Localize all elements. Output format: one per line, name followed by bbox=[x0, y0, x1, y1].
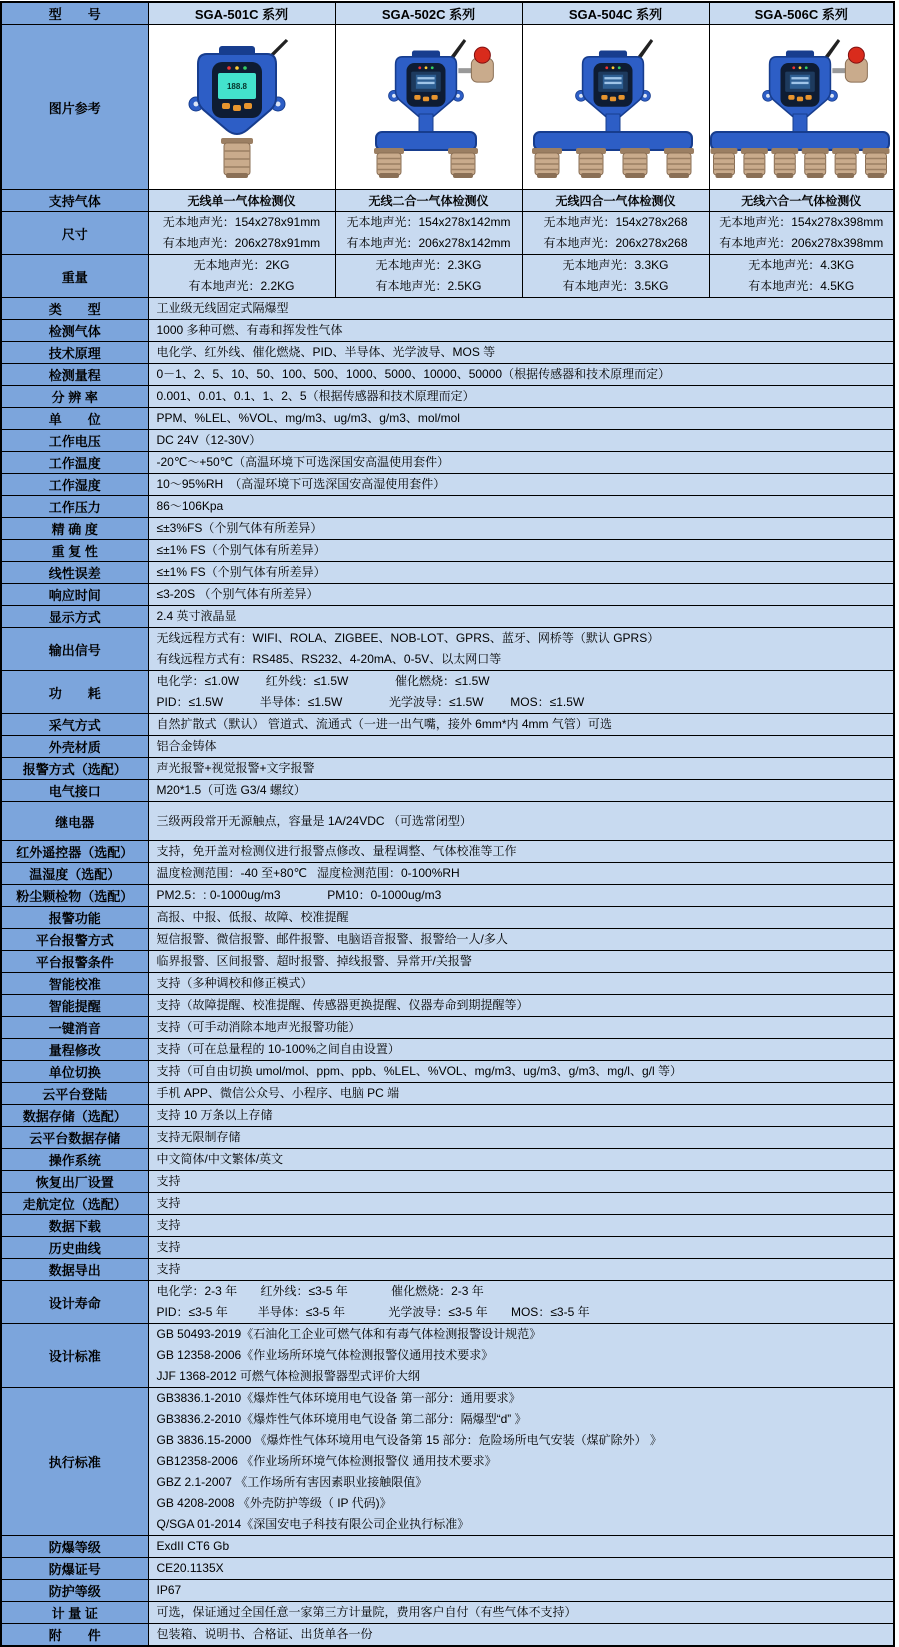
spec-row bbox=[1, 1215, 894, 1237]
spec-value-line: JJF 1368-2012 可燃气体检测报警器型式评价大纲 bbox=[156, 1369, 420, 1383]
spec-row-value bbox=[148, 1281, 894, 1324]
size-line: 有本地声光：206x278x142mm bbox=[346, 236, 511, 250]
spec-row-label: 量程修改 bbox=[1, 1039, 148, 1061]
spec-row-value bbox=[148, 474, 894, 496]
spec-row bbox=[1, 973, 894, 995]
header-model-label: 型 号 bbox=[1, 2, 148, 25]
spec-value-line: GB3836.2-2010《爆炸性气体环境用电气设备 第二部分：隔爆型“d” 》 bbox=[156, 1412, 527, 1426]
spec-row-value bbox=[148, 628, 894, 671]
spec-row-value bbox=[148, 758, 894, 780]
spec-row bbox=[1, 736, 894, 758]
spec-row-value bbox=[148, 973, 894, 995]
spec-row-label: 显示方式 bbox=[1, 606, 148, 628]
spec-row-value bbox=[148, 736, 894, 758]
spec-row-label: 红外遥控器（选配） bbox=[1, 841, 148, 863]
spec-row bbox=[1, 430, 894, 452]
size-label: 尺寸 bbox=[1, 212, 148, 255]
spec-row bbox=[1, 841, 894, 863]
spec-row bbox=[1, 995, 894, 1017]
spec-row-value bbox=[148, 1388, 894, 1536]
spec-value-line: ≤3-20S （个别气体有所差异） bbox=[156, 587, 319, 601]
spec-row bbox=[1, 298, 894, 320]
spec-row-value bbox=[148, 430, 894, 452]
spec-row-value bbox=[148, 780, 894, 802]
support-gas-value: 无线单一气体检测仪 bbox=[148, 190, 335, 212]
spec-row-value bbox=[148, 671, 894, 714]
spec-value-line: CE20.1135X bbox=[156, 1561, 224, 1575]
spec-row bbox=[1, 452, 894, 474]
spec-row bbox=[1, 1624, 894, 1647]
spec-row-value bbox=[148, 1083, 894, 1105]
spec-row-value bbox=[148, 863, 894, 885]
spec-row-label: 功 耗 bbox=[1, 671, 148, 714]
spec-row bbox=[1, 1602, 894, 1624]
spec-row-label: 外壳材质 bbox=[1, 736, 148, 758]
spec-row bbox=[1, 1149, 894, 1171]
spec-rows-body bbox=[1, 298, 894, 1647]
spec-row-value bbox=[148, 342, 894, 364]
spec-row-label: 分 辨 率 bbox=[1, 386, 148, 408]
spec-row-label: 采气方式 bbox=[1, 714, 148, 736]
spec-row bbox=[1, 474, 894, 496]
spec-value-line: 有线远程方式有：RS485、RS232、4-20mA、0-5V、以太网口等 bbox=[156, 652, 502, 666]
spec-row-value bbox=[148, 1237, 894, 1259]
spec-row-value bbox=[148, 907, 894, 929]
weight-line: 有本地声光：2.2KG bbox=[188, 279, 295, 293]
spec-row-label: 工作湿度 bbox=[1, 474, 148, 496]
spec-row-label: 防爆证号 bbox=[1, 1558, 148, 1580]
spec-value-line: PID：≤3-5 年 半导体：≤3-5 年 光学波导：≤3-5 年 MOS：≤3-5 年 bbox=[156, 1305, 590, 1319]
spec-row-label: 平台报警条件 bbox=[1, 951, 148, 973]
spec-value-line: 1000 多种可燃、有毒和挥发性气体 bbox=[156, 323, 343, 337]
weight-value bbox=[522, 255, 709, 298]
spec-row bbox=[1, 562, 894, 584]
spec-row bbox=[1, 1017, 894, 1039]
spec-value-line: GB 50493-2019《石油化工企业可燃气体和有毒气体检测报警设计规范》 bbox=[156, 1327, 542, 1341]
spec-row-label: 设计标准 bbox=[1, 1324, 148, 1388]
spec-row-value bbox=[148, 518, 894, 540]
spec-value-line: 可选，保证通过全国任意一家第三方计量院，费用客户自付（有些气体不支持） bbox=[156, 1605, 577, 1619]
device-image bbox=[522, 25, 709, 190]
spec-row bbox=[1, 907, 894, 929]
spec-value-line: 支持（可自由切换 umol/mol、ppm、ppb、%LEL、%VOL、mg/m3、ug/m3、g/m3、mg/l、g/l 等） bbox=[156, 1064, 682, 1078]
model-name-sga-502c: SGA-502C 系列 bbox=[335, 2, 522, 25]
weight-line: 有本地声光：4.5KG bbox=[748, 279, 855, 293]
spec-row-label: 报警方式（选配） bbox=[1, 758, 148, 780]
spec-value-line: GB 3836.15-2000 《爆炸性气体环境用电气设备第 15 部分：危险场所电气安装（煤矿除外） 》 bbox=[156, 1433, 662, 1447]
model-name-sga-504c: SGA-504C 系列 bbox=[522, 2, 709, 25]
svg-text:188.8: 188.8 bbox=[226, 82, 248, 91]
spec-row-value bbox=[148, 540, 894, 562]
size-line: 无本地声光：154x278x268 bbox=[543, 215, 688, 229]
spec-row-value bbox=[148, 1193, 894, 1215]
spec-row-value bbox=[148, 606, 894, 628]
spec-row-label: 数据导出 bbox=[1, 1259, 148, 1281]
spec-value-line: GB 12358-2006《作业场所环境气体检测报警仪通用技术要求》 bbox=[156, 1348, 494, 1362]
spec-row-label: 数据存储（选配） bbox=[1, 1105, 148, 1127]
spec-value-line: 支持 bbox=[156, 1174, 181, 1188]
spec-value-line: 2.4 英寸液晶显 bbox=[156, 609, 237, 623]
spec-row-label: 类 型 bbox=[1, 298, 148, 320]
spec-row-label: 粉尘颗检物（选配） bbox=[1, 885, 148, 907]
spec-row-label: 工作温度 bbox=[1, 452, 148, 474]
spec-row-label: 走航定位（选配） bbox=[1, 1193, 148, 1215]
spec-value-line: 高报、中报、低报、故障、校准提醒 bbox=[156, 910, 349, 924]
spec-row-value bbox=[148, 1580, 894, 1602]
spec-row bbox=[1, 386, 894, 408]
spec-row-value bbox=[148, 1624, 894, 1647]
spec-row-label: 响应时间 bbox=[1, 584, 148, 606]
spec-value-line: GB12358-2006 《作业场所环境气体检测报警仪 通用技术要求》 bbox=[156, 1454, 497, 1468]
spec-value-line: 短信报警、微信报警、邮件报警、电脑语音报警、报警给一人/多人 bbox=[156, 932, 508, 946]
spec-row bbox=[1, 320, 894, 342]
spec-row bbox=[1, 628, 894, 671]
spec-row bbox=[1, 496, 894, 518]
spec-row-label: 报警功能 bbox=[1, 907, 148, 929]
spec-row-value bbox=[148, 951, 894, 973]
device-illustration bbox=[336, 32, 521, 182]
spec-row-value bbox=[148, 1061, 894, 1083]
spec-row-label: 恢复出厂设置 bbox=[1, 1171, 148, 1193]
spec-value-line: ≤±1% FS（个别气体有所差异） bbox=[156, 543, 326, 557]
spec-row-label: 一键消音 bbox=[1, 1017, 148, 1039]
spec-row bbox=[1, 1324, 894, 1388]
spec-row-value bbox=[148, 1105, 894, 1127]
spec-row-label: 操作系统 bbox=[1, 1149, 148, 1171]
size-line: 有本地声光：206x278x268 bbox=[543, 236, 688, 250]
spec-row-label: 执行标准 bbox=[1, 1388, 148, 1536]
support-gas-value: 无线六合一气体检测仪 bbox=[709, 190, 894, 212]
spec-row bbox=[1, 758, 894, 780]
spec-row bbox=[1, 1193, 894, 1215]
device-illustration bbox=[149, 32, 334, 182]
spec-row-value bbox=[148, 1324, 894, 1388]
spec-row bbox=[1, 584, 894, 606]
spec-value-line: 无线远程方式有：WIFI、ROLA、ZIGBEE、NOB-LOT、GPRS、蓝牙、网桥等（默认 GPRS） bbox=[156, 631, 660, 645]
spec-value-line: DC 24V（12-30V） bbox=[156, 433, 262, 447]
spec-value-line: 支持（可在总量程的 10-100%之间自由设置） bbox=[156, 1042, 400, 1056]
weight-label: 重量 bbox=[1, 255, 148, 298]
spec-value-line: 0－1、2、5、10、50、100、500、1000、5000、10000、50000（根据传感器和技术原理而定） bbox=[156, 367, 671, 381]
spec-row-label: 继电器 bbox=[1, 802, 148, 841]
spec-value-line: 支持（故障提醒、校准提醒、传感器更换提醒、仪器寿命到期提醒等） bbox=[156, 998, 529, 1012]
spec-row bbox=[1, 780, 894, 802]
spec-row-label: 智能校准 bbox=[1, 973, 148, 995]
spec-row-label: 智能提醒 bbox=[1, 995, 148, 1017]
spec-value-line: ≤±1% FS（个别气体有所差异） bbox=[156, 565, 326, 579]
spec-row-label: 云平台登陆 bbox=[1, 1083, 148, 1105]
spec-row bbox=[1, 863, 894, 885]
spec-row-value bbox=[148, 841, 894, 863]
spec-row-value bbox=[148, 1259, 894, 1281]
spec-row-label: 检测气体 bbox=[1, 320, 148, 342]
weight-line: 无本地声光：4.3KG bbox=[748, 258, 855, 272]
weight-value bbox=[709, 255, 894, 298]
weight-value bbox=[335, 255, 522, 298]
spec-value-line: GBZ 2.1-2007 《工作场所有害因素职业接触限值》 bbox=[156, 1475, 428, 1489]
spec-row-value bbox=[148, 802, 894, 841]
support-gas-row bbox=[1, 190, 894, 212]
spec-row-value bbox=[148, 1171, 894, 1193]
spec-value-line: 0.001、0.01、0.1、1、2、5（根据传感器和技术原理而定） bbox=[156, 389, 475, 403]
spec-value-line: 包装箱、说明书、合格证、出货单各一份 bbox=[156, 1627, 373, 1641]
spec-value-line: 支持 10 万条以上存储 bbox=[156, 1108, 273, 1122]
spec-value-line: PM2.5：: 0-1000ug/m3 PM10：0-1000ug/m3 bbox=[156, 888, 442, 902]
spec-row bbox=[1, 540, 894, 562]
spec-row-value bbox=[148, 562, 894, 584]
spec-value-line: 支持无限制存储 bbox=[156, 1130, 241, 1144]
weight-line: 无本地声光：3.3KG bbox=[562, 258, 669, 272]
spec-row bbox=[1, 408, 894, 430]
spec-row-label: 电气接口 bbox=[1, 780, 148, 802]
spec-value-line: 铝合金铸体 bbox=[156, 739, 217, 753]
spec-row-label: 附 件 bbox=[1, 1624, 148, 1647]
spec-row-value bbox=[148, 995, 894, 1017]
spec-row bbox=[1, 518, 894, 540]
weight-line: 无本地声光：2KG bbox=[193, 258, 290, 272]
spec-row bbox=[1, 1259, 894, 1281]
spec-value-line: 支持 bbox=[156, 1262, 181, 1276]
spec-value-line: -20℃～+50℃（高温环境下可选深国安高温使用套件） bbox=[156, 455, 450, 469]
spec-row-value bbox=[148, 496, 894, 518]
size-value bbox=[335, 212, 522, 255]
spec-row-value bbox=[148, 452, 894, 474]
spec-row-label: 单 位 bbox=[1, 408, 148, 430]
size-value bbox=[709, 212, 894, 255]
spec-value-line: 温度检测范围：-40 至+80℃ 湿度检测范围：0-100%RH bbox=[156, 866, 460, 880]
size-line: 无本地声光：154x278x398mm bbox=[719, 215, 884, 229]
spec-row-value bbox=[148, 885, 894, 907]
spec-row bbox=[1, 1237, 894, 1259]
model-name-sga-501c: SGA-501C 系列 bbox=[148, 2, 335, 25]
support-gas-value: 无线四合一气体检测仪 bbox=[522, 190, 709, 212]
spec-row-value bbox=[148, 929, 894, 951]
device-image bbox=[709, 25, 894, 190]
spec-row bbox=[1, 1127, 894, 1149]
weight-line: 有本地声光：3.5KG bbox=[562, 279, 669, 293]
spec-row-label: 历史曲线 bbox=[1, 1237, 148, 1259]
spec-table bbox=[0, 1, 895, 1647]
spec-value-line: 临界报警、区间报警、超时报警、掉线报警、异常开/关报警 bbox=[156, 954, 472, 968]
spec-value-line: GB3836.1-2010《爆炸性气体环境用电气设备 第一部分：通用要求》 bbox=[156, 1391, 521, 1405]
spec-value-line: PPM、%LEL、%VOL、mg/m3、ug/m3、g/m3、mol/mol bbox=[156, 411, 460, 425]
model-name-sga-506c: SGA-506C 系列 bbox=[709, 2, 894, 25]
spec-row bbox=[1, 1536, 894, 1558]
spec-row-label: 重 复 性 bbox=[1, 540, 148, 562]
spec-value-line: 支持（可手动消除本地声光报警功能） bbox=[156, 1020, 361, 1034]
spec-row-value bbox=[148, 386, 894, 408]
spec-row-label: 计 量 证 bbox=[1, 1602, 148, 1624]
spec-row bbox=[1, 951, 894, 973]
image-row-label: 图片参考 bbox=[1, 25, 148, 190]
spec-row bbox=[1, 1281, 894, 1324]
spec-row-label: 精 确 度 bbox=[1, 518, 148, 540]
spec-value-line: ExdII CT6 Gb bbox=[156, 1539, 230, 1553]
spec-value-line: 支持 bbox=[156, 1240, 181, 1254]
spec-row bbox=[1, 364, 894, 386]
spec-value-line: 支持（多种调校和修正模式） bbox=[156, 976, 313, 990]
spec-row-label: 设计寿命 bbox=[1, 1281, 148, 1324]
spec-row bbox=[1, 1171, 894, 1193]
spec-row-value bbox=[148, 364, 894, 386]
spec-value-line: 三级两段常开无源触点，容量是 1A/24VDC （可选常闭型） bbox=[156, 813, 472, 828]
spec-row bbox=[1, 606, 894, 628]
spec-value-line: 电化学：≤1.0W 红外线：≤1.5W 催化燃烧：≤1.5W bbox=[156, 674, 490, 688]
spec-value-line: ≤±3%FS（个别气体有所差异） bbox=[156, 521, 323, 535]
spec-row-value bbox=[148, 584, 894, 606]
spec-value-line: 手机 APP、微信公众号、小程序、电脑 PC 端 bbox=[156, 1086, 400, 1100]
spec-row bbox=[1, 1083, 894, 1105]
spec-row-value bbox=[148, 1149, 894, 1171]
spec-row-value bbox=[148, 1602, 894, 1624]
size-value bbox=[148, 212, 335, 255]
spec-row-value bbox=[148, 1039, 894, 1061]
spec-value-line: GB 4208-2008 《外壳防护等级（ IP 代码)》 bbox=[156, 1496, 392, 1510]
spec-row bbox=[1, 1105, 894, 1127]
spec-value-line: M20*1.5（可选 G3/4 螺纹） bbox=[156, 783, 306, 797]
spec-row bbox=[1, 671, 894, 714]
spec-row-value bbox=[148, 298, 894, 320]
spec-value-line: 支持，免开盖对检测仪进行报警点修改、量程调整、气体校准等工作 bbox=[156, 844, 517, 858]
spec-row bbox=[1, 1558, 894, 1580]
image-row bbox=[1, 25, 894, 190]
spec-row bbox=[1, 885, 894, 907]
spec-row-label: 单位切换 bbox=[1, 1061, 148, 1083]
size-line: 有本地声光：206x278x398mm bbox=[719, 236, 884, 250]
spec-value-line: 中文简体/中文繁体/英文 bbox=[156, 1152, 284, 1166]
spec-value-line: IP67 bbox=[156, 1583, 182, 1597]
spec-row-label: 输出信号 bbox=[1, 628, 148, 671]
spec-row-label: 防爆等级 bbox=[1, 1536, 148, 1558]
spec-row-value bbox=[148, 320, 894, 342]
spec-row bbox=[1, 1388, 894, 1536]
spec-value-line: 工业级无线固定式隔爆型 bbox=[156, 301, 289, 315]
device-image bbox=[148, 25, 335, 190]
spec-row-label: 温湿度（选配） bbox=[1, 863, 148, 885]
spec-value-line: PID：≤1.5W 半导体：≤1.5W 光学波导：≤1.5W MOS：≤1.5W bbox=[156, 695, 585, 709]
spec-row bbox=[1, 802, 894, 841]
spec-row-label: 检测量程 bbox=[1, 364, 148, 386]
device-image bbox=[335, 25, 522, 190]
spec-row-label: 工作压力 bbox=[1, 496, 148, 518]
spec-value-line: 电化学：2-3 年 红外线：≤3-5 年 催化燃烧：2-3 年 bbox=[156, 1284, 484, 1298]
spec-row-value bbox=[148, 714, 894, 736]
spec-row-label: 数据下载 bbox=[1, 1215, 148, 1237]
weight-line: 无本地声光：2.3KG bbox=[375, 258, 482, 272]
device-illustration bbox=[523, 32, 708, 182]
spec-row-label: 线性误差 bbox=[1, 562, 148, 584]
spec-row-label: 技术原理 bbox=[1, 342, 148, 364]
spec-value-line: 自然扩散式（默认） 管道式、流通式（一进一出气嘴，接外 6mm*内 4mm 气管）可选 bbox=[156, 717, 612, 731]
size-line: 无本地声光：154x278x91mm bbox=[162, 215, 321, 229]
spec-row-label: 工作电压 bbox=[1, 430, 148, 452]
spec-value-line: 支持 bbox=[156, 1218, 181, 1232]
weight-value bbox=[148, 255, 335, 298]
spec-row bbox=[1, 714, 894, 736]
spec-row bbox=[1, 929, 894, 951]
spec-value-line: Q/SGA 01-2014《深国安电子科技有限公司企业执行标准》 bbox=[156, 1517, 470, 1531]
spec-row bbox=[1, 1580, 894, 1602]
spec-value-line: 电化学、红外线、催化燃烧、PID、半导体、光学波导、MOS 等 bbox=[156, 345, 496, 359]
spec-row-value bbox=[148, 1017, 894, 1039]
size-line: 有本地声光：206x278x91mm bbox=[162, 236, 321, 250]
spec-row-value bbox=[148, 1536, 894, 1558]
size-line: 无本地声光：154x278x142mm bbox=[346, 215, 511, 229]
spec-value-line: 支持 bbox=[156, 1196, 181, 1210]
support-gas-label: 支持气体 bbox=[1, 190, 148, 212]
spec-row-value bbox=[148, 1127, 894, 1149]
spec-row bbox=[1, 1061, 894, 1083]
spec-value-line: 86～106Kpa bbox=[156, 499, 224, 513]
weight-row bbox=[1, 255, 894, 298]
spec-row-label: 云平台数据存储 bbox=[1, 1127, 148, 1149]
device-illustration bbox=[710, 32, 895, 182]
spec-value-line: 10～95%RH （高湿环境下可选深国安高湿使用套件） bbox=[156, 477, 446, 491]
spec-value-line: 声光报警+视觉报警+文字报警 bbox=[156, 761, 315, 775]
spec-row-label: 防护等级 bbox=[1, 1580, 148, 1602]
weight-line: 有本地声光：2.5KG bbox=[375, 279, 482, 293]
size-value bbox=[522, 212, 709, 255]
spec-row bbox=[1, 1039, 894, 1061]
spec-row-value bbox=[148, 408, 894, 430]
header-row bbox=[1, 2, 894, 25]
size-row bbox=[1, 212, 894, 255]
spec-row-value bbox=[148, 1558, 894, 1580]
spec-row-value bbox=[148, 1215, 894, 1237]
spec-row bbox=[1, 342, 894, 364]
support-gas-value: 无线二合一气体检测仪 bbox=[335, 190, 522, 212]
spec-row-label: 平台报警方式 bbox=[1, 929, 148, 951]
